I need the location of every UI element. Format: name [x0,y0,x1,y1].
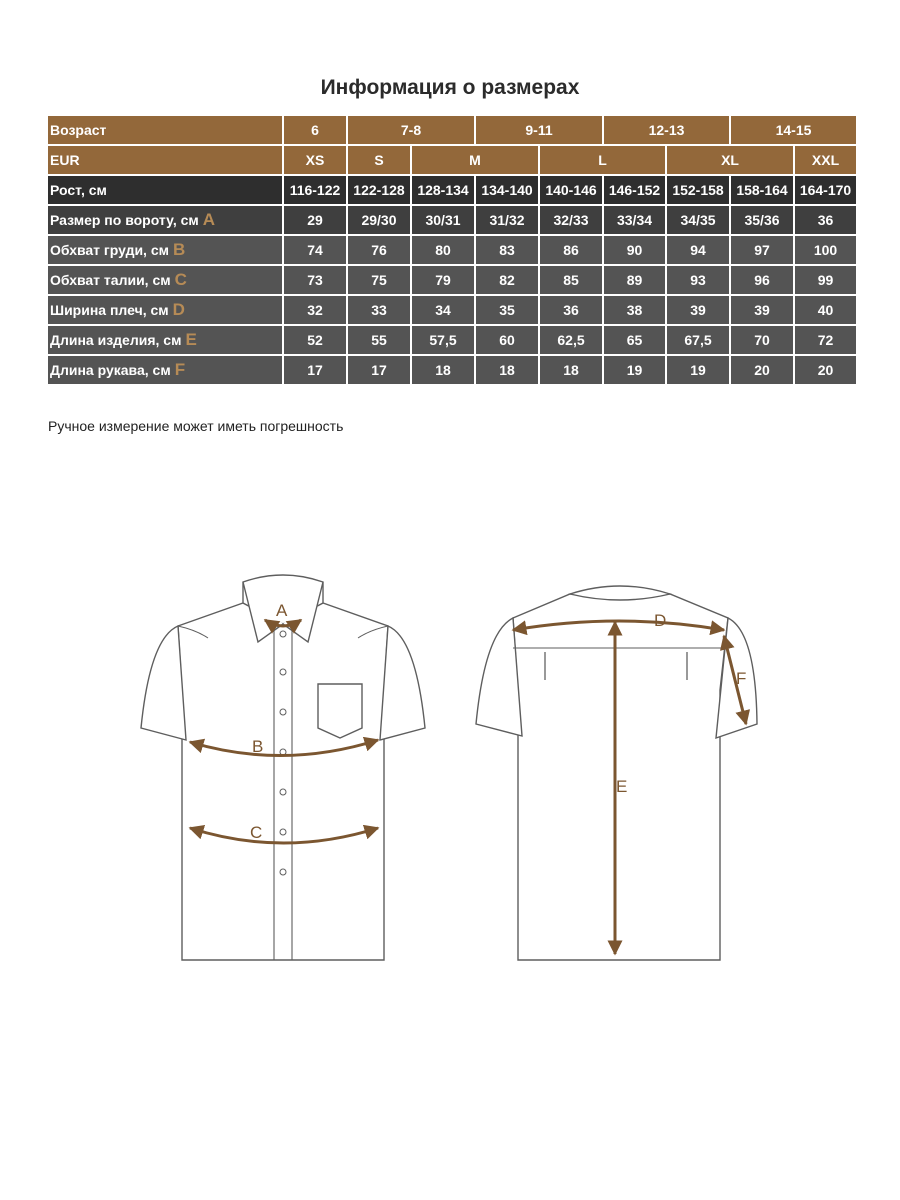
height-cell: 158-164 [730,175,794,205]
value-cell: 72 [794,325,857,355]
button [280,869,286,875]
label-f: F [736,669,747,688]
age-cell: 12-13 [603,115,730,145]
height-cell: 146-152 [603,175,666,205]
sleeve-row [47,355,857,385]
letter-d: D [172,300,185,319]
value-cell: 94 [666,235,730,265]
value-cell: 35/36 [730,205,794,235]
age-cell: 14-15 [730,115,857,145]
value-cell: 74 [283,235,347,265]
shoulder-label: Ширина плеч, см [50,302,169,318]
value-cell: 39 [666,295,730,325]
height-cell: 116-122 [283,175,347,205]
shirt-diagrams [0,560,900,980]
length-label: Длина изделия, см [50,332,182,348]
age-cell: 9-11 [475,115,603,145]
value-cell: 19 [603,355,666,385]
value-cell: 17 [347,355,411,385]
age-row [47,115,857,145]
value-cell: 36 [539,295,603,325]
letter-f: F [174,360,186,379]
value-cell: 17 [283,355,347,385]
value-cell: 29 [283,205,347,235]
height-cell: 152-158 [666,175,730,205]
value-cell: 20 [794,355,857,385]
value-cell: 90 [603,235,666,265]
value-cell: 55 [347,325,411,355]
value-cell: 100 [794,235,857,265]
eur-cell: S [347,145,411,175]
row-label [47,355,283,385]
height-row [47,175,857,205]
value-cell: 65 [603,325,666,355]
eur-row [47,145,857,175]
value-cell: 33 [347,295,411,325]
front-left-sleeve [141,626,186,740]
size-table [46,114,858,386]
value-cell: 38 [603,295,666,325]
waist-label: Обхват талии, см [50,272,171,288]
value-cell: 18 [411,355,475,385]
row-label [47,265,283,295]
value-cell: 32 [283,295,347,325]
value-cell: 19 [666,355,730,385]
value-cell: 33/34 [603,205,666,235]
label-a: A [276,601,288,620]
label-b: B [252,737,264,756]
value-cell: 86 [539,235,603,265]
value-cell: 34/35 [666,205,730,235]
chest-row [47,235,857,265]
value-cell: 18 [475,355,539,385]
age-cell: 7-8 [347,115,475,145]
page-title: Информация о размерах [320,76,580,99]
row-label [47,205,283,235]
value-cell: 75 [347,265,411,295]
eur-label: EUR [47,145,283,175]
pocket [318,684,362,738]
height-cell: 164-170 [794,175,857,205]
value-cell: 76 [347,235,411,265]
value-cell: 85 [539,265,603,295]
label-d: D [654,611,667,630]
row-label [47,295,283,325]
eur-cell: M [411,145,539,175]
sleeve-label: Длина рукава, см [50,362,171,378]
letter-c: C [174,270,187,289]
button [280,631,286,637]
shoulder-row [47,295,857,325]
value-cell: 57,5 [411,325,475,355]
height-cell: 134-140 [475,175,539,205]
value-cell: 62,5 [539,325,603,355]
value-cell: 34 [411,295,475,325]
eur-cell: L [539,145,666,175]
letter-e: E [185,330,197,349]
value-cell: 20 [730,355,794,385]
letter-b: B [172,240,186,259]
age-cell: 6 [283,115,347,145]
value-cell: 93 [666,265,730,295]
waist-row [47,265,857,295]
button [280,789,286,795]
value-cell: 73 [283,265,347,295]
front-body [178,603,388,960]
height-cell: 122-128 [347,175,411,205]
value-cell: 18 [539,355,603,385]
value-cell: 39 [730,295,794,325]
height-label: Рост, см [47,175,283,205]
value-cell: 80 [411,235,475,265]
value-cell: 83 [475,235,539,265]
value-cell: 70 [730,325,794,355]
row-label [47,325,283,355]
front-right-sleeve [380,626,425,740]
value-cell: 96 [730,265,794,295]
height-cell: 128-134 [411,175,475,205]
value-cell: 35 [475,295,539,325]
value-cell: 30/31 [411,205,475,235]
value-cell: 29/30 [347,205,411,235]
button [280,709,286,715]
length-row [47,325,857,355]
value-cell: 40 [794,295,857,325]
value-cell: 82 [475,265,539,295]
row-label [47,235,283,265]
value-cell: 99 [794,265,857,295]
height-cell: 140-146 [539,175,603,205]
chest-label: Обхват груди, см [50,242,169,258]
measurement-note: Ручное измерение может иметь погрешность [48,418,344,434]
value-cell: 97 [730,235,794,265]
value-cell: 89 [603,265,666,295]
eur-cell: XXL [794,145,857,175]
label-c: C [250,823,263,842]
value-cell: 79 [411,265,475,295]
neck-label: Размер по вороту, см [50,212,199,228]
value-cell: 67,5 [666,325,730,355]
label-e: E [616,777,628,796]
button [280,669,286,675]
eur-cell: XL [666,145,794,175]
value-cell: 60 [475,325,539,355]
value-cell: 36 [794,205,857,235]
value-cell: 32/33 [539,205,603,235]
value-cell: 52 [283,325,347,355]
eur-cell: XS [283,145,347,175]
neck-row [47,205,857,235]
value-cell: 31/32 [475,205,539,235]
letter-a: A [202,210,216,229]
button [280,829,286,835]
age-label: Возраст [47,115,283,145]
